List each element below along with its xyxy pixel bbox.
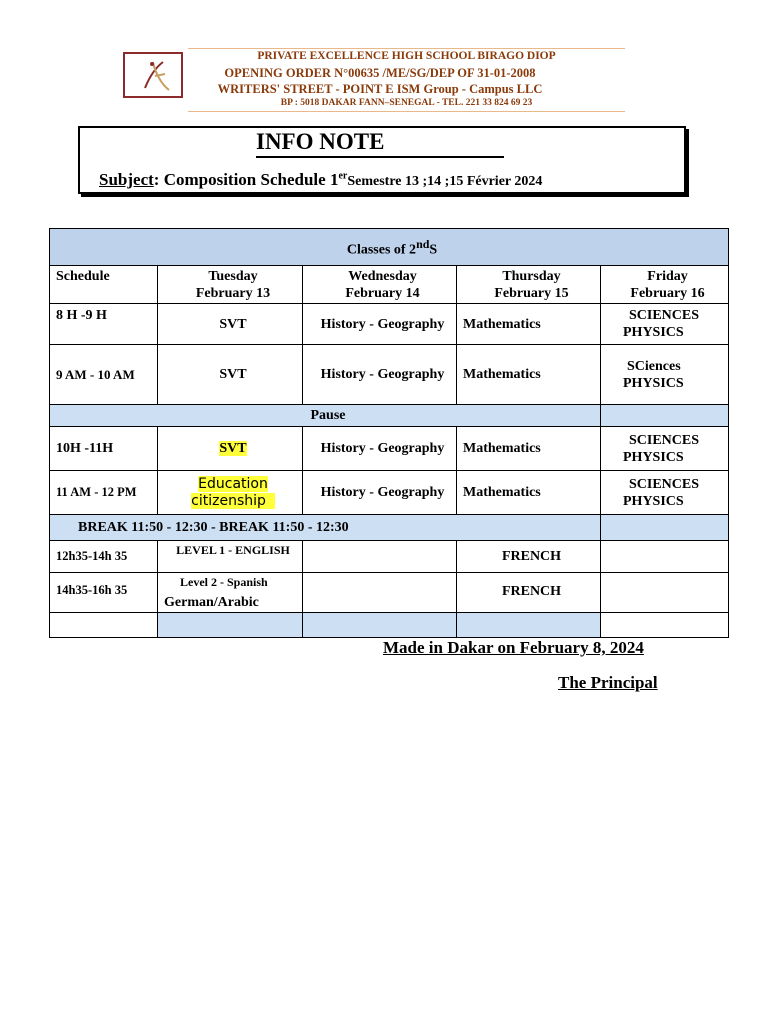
header-rule-top [188, 48, 625, 49]
pause-cell-empty [601, 405, 729, 427]
empty-cell [601, 613, 729, 638]
school-address: WRITERS' STREET - POINT E ISM Group - Campus LLC [217, 82, 543, 96]
table-title-row [50, 229, 729, 266]
table-title: Classes of 2ndS [50, 229, 729, 266]
subject-cell: Mathematics [457, 345, 601, 405]
day-header-tuesday: Tuesday February 13 [158, 266, 303, 304]
subject-cell: History - Geography [303, 471, 457, 515]
header-rule-bottom [188, 111, 625, 112]
opening-order: OPENING ORDER N°00635 /ME/SG/DEP OF 31-01-2008 [224, 66, 536, 80]
subject-cell: LEVEL 1 - ENGLISH [158, 541, 303, 573]
principal-signature-label: The Principal [558, 673, 658, 692]
pause-cell: Pause [50, 405, 601, 427]
subject-cell: SVT [158, 345, 303, 405]
table-row [50, 541, 729, 573]
table-header-row [50, 266, 729, 304]
table-row [50, 471, 729, 515]
subject-cell: SCIENCES PHYSICS [601, 304, 729, 345]
time-cell: 11 AM - 12 PM [50, 471, 158, 515]
break-row [50, 515, 729, 541]
empty-cell [158, 613, 303, 638]
subject-cell: SVT [158, 427, 303, 471]
time-cell: 10H -11H [50, 427, 158, 471]
day-header-thursday: Thursday February 15 [457, 266, 601, 304]
table-row-empty [50, 613, 729, 638]
empty-cell [303, 613, 457, 638]
schedule-header: Schedule [50, 266, 158, 304]
school-name: PRIVATE EXCELLENCE HIGH SCHOOL BIRAGO DIOP [257, 50, 556, 62]
table-row [50, 427, 729, 471]
subject-cell: History - Geography [303, 304, 457, 345]
subject-cell: History - Geography [303, 427, 457, 471]
made-in-line: Made in Dakar on February 8, 2024 [383, 638, 644, 657]
time-cell: 9 AM - 10 AM [50, 345, 158, 405]
subject-cell: FRENCH [457, 541, 601, 573]
time-cell: 8 H -9 H [50, 304, 158, 345]
day-header-wednesday: Wednesday February 14 [303, 266, 457, 304]
subject-rest: Semestre 13 ;14 ;15 Février 2024 [347, 174, 543, 189]
subject-cell: Level 2 - Spanish German/Arabic [158, 573, 303, 613]
subject-cell: Mathematics [457, 304, 601, 345]
info-note-title: INFO NOTE [256, 128, 504, 158]
table-row [50, 573, 729, 613]
empty-cell [303, 541, 457, 573]
subject-cell: SCIENCES PHYSICS [601, 427, 729, 471]
schedule-table [49, 228, 729, 638]
subject-cell: Education citizenship [158, 471, 303, 515]
empty-cell [601, 541, 729, 573]
empty-cell [303, 573, 457, 613]
subject-cell: SCiences PHYSICS [601, 345, 729, 405]
time-cell: 14h35-16h 35 [50, 573, 158, 613]
subject-cell: SVT [158, 304, 303, 345]
subject-line [99, 170, 542, 190]
pause-row [50, 405, 729, 427]
subject-cell: FRENCH [457, 573, 601, 613]
day-header-friday: Friday February 16 [601, 266, 729, 304]
school-contact: BP : 5018 DAKAR FANN–SENEGAL - TEL. 221 33 824 69 23 [280, 98, 533, 108]
subject-label: Subject [99, 170, 154, 189]
subject-cell: Mathematics [457, 427, 601, 471]
time-cell: 12h35-14h 35 [50, 541, 158, 573]
break-cell: BREAK 11:50 - 12:30 - BREAK 11:50 - 12:30 [50, 515, 601, 541]
subject-cell: SCIENCES PHYSICS [601, 471, 729, 515]
subject-cell: History - Geography [303, 345, 457, 405]
empty-cell [601, 573, 729, 613]
table-row [50, 304, 729, 345]
empty-cell [457, 613, 601, 638]
subject-sup: er [338, 170, 348, 182]
subject-cell: Mathematics [457, 471, 601, 515]
subject-text: : Composition Schedule 1 [153, 170, 339, 189]
table-row [50, 345, 729, 405]
empty-cell [50, 613, 158, 638]
break-cell-empty [601, 515, 729, 541]
